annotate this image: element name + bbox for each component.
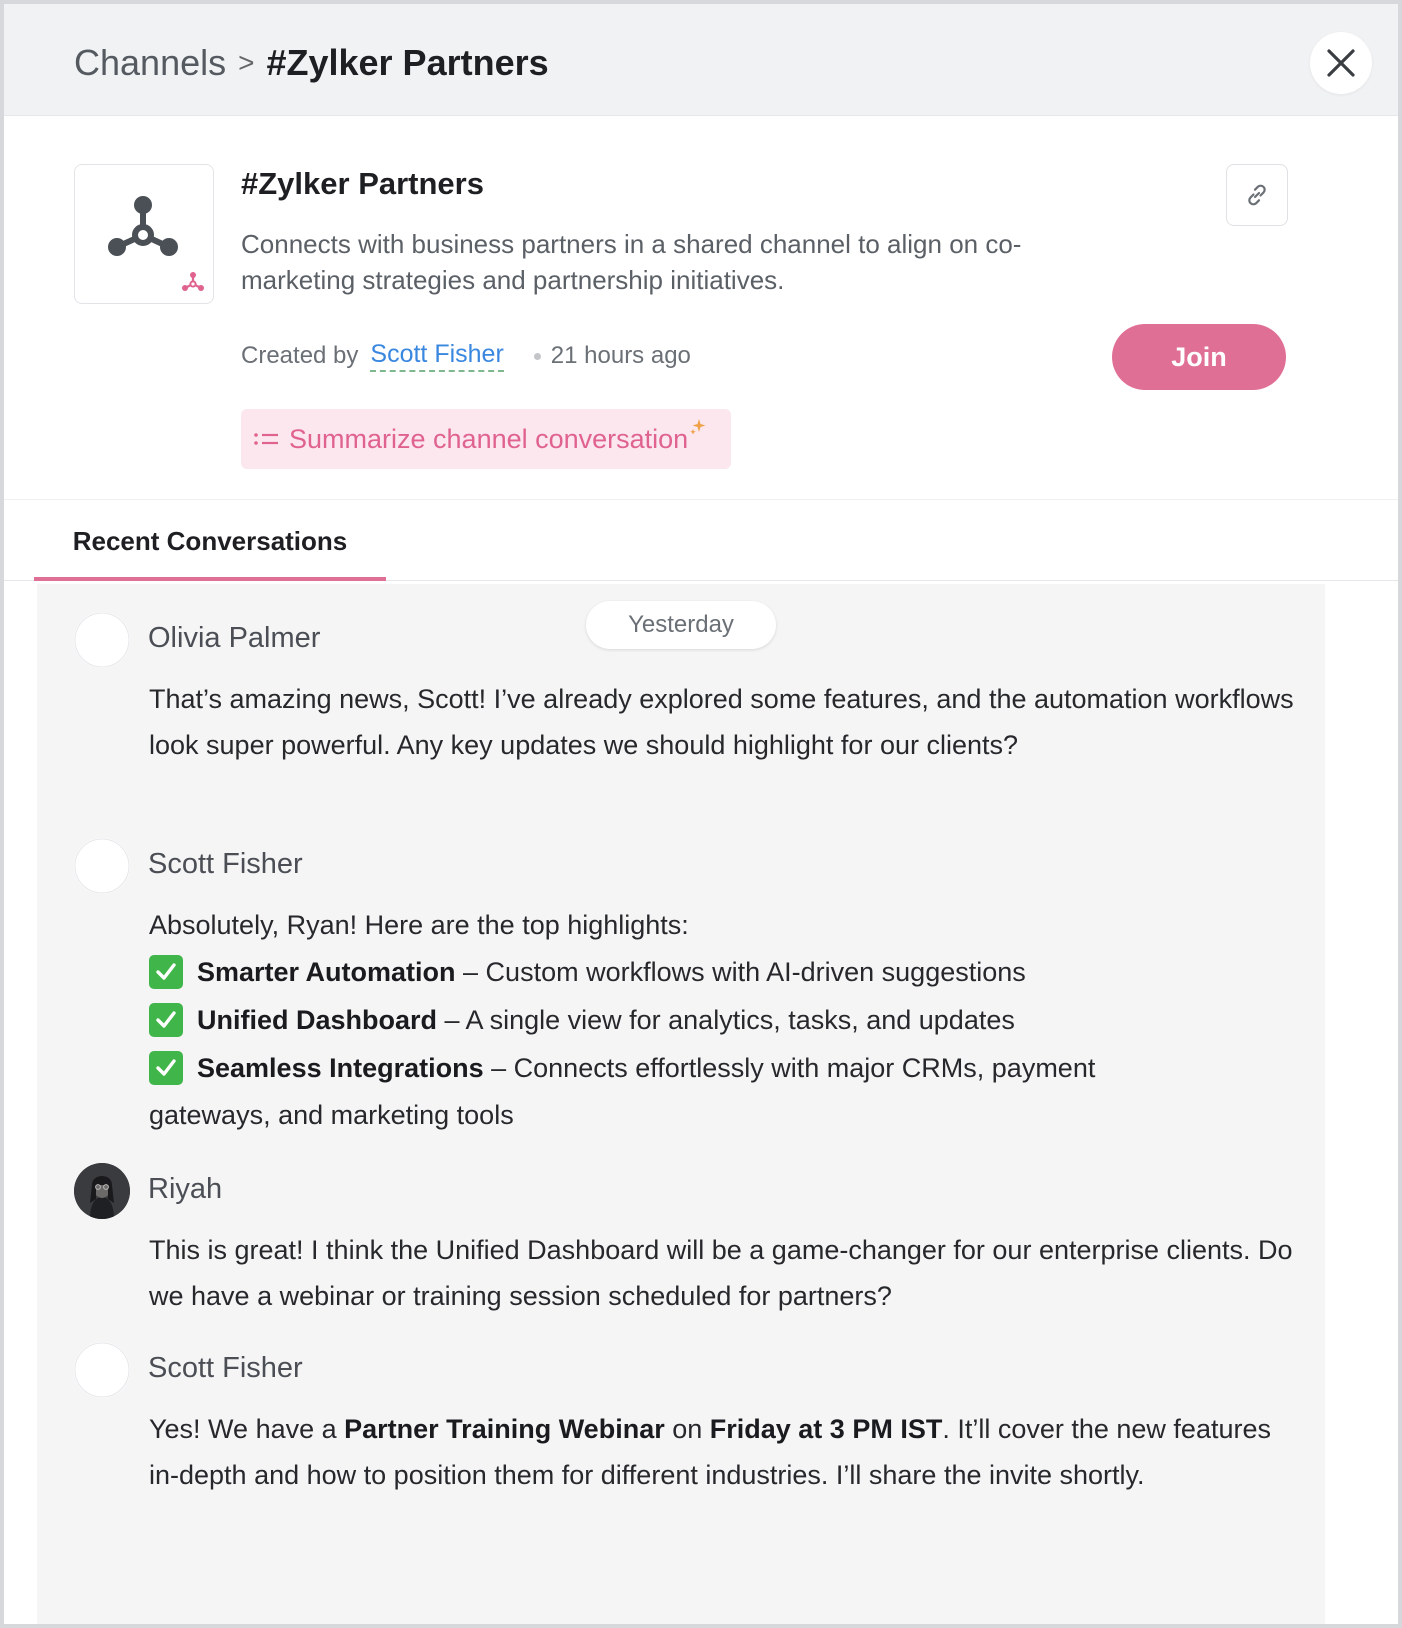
panel-header (4, 4, 1398, 116)
breadcrumb-channels[interactable]: Channels (74, 42, 227, 83)
avatar[interactable] (74, 1163, 130, 1219)
creator-link[interactable]: Scott Fisher (370, 340, 503, 372)
date-separator: Yesterday (586, 601, 776, 649)
text-segment: . It’ll cover the new features in-depth and how to position them for different industries. I’ll share the invite shortly. (149, 1414, 1271, 1490)
feature-title: Unified Dashboard (197, 1005, 438, 1035)
text-segment: Yes! We have a (149, 1414, 345, 1444)
feature-desc: – Custom workflows with AI-driven suggestions (455, 957, 1026, 987)
message-text (149, 1406, 1294, 1498)
sender-name[interactable]: Olivia Palmer (148, 622, 321, 654)
channel-title: #Zylker Partners (241, 166, 484, 201)
checkmark-icon (149, 955, 183, 989)
feature-title: Seamless Integrations (197, 1053, 484, 1083)
summarize-label: Summarize channel conversation (289, 423, 689, 454)
copy-link-button[interactable] (1226, 164, 1288, 226)
shared-badge-icon (181, 271, 205, 293)
join-button[interactable]: Join (1112, 324, 1286, 390)
message-text: That’s amazing news, Scott! I’ve already explored some features, and the automation workflows look super powerful. Any key updates we should highlight for our clients? (149, 684, 1294, 760)
message-text (149, 902, 1294, 1138)
sparkle-icon (690, 419, 706, 435)
channel-description: Connects with business partners in a shared channel to align on co-marketing strategies and partnership initiatives. (241, 229, 1022, 295)
separator-dot (534, 353, 541, 360)
default-user-icon (74, 1342, 130, 1398)
message-text: This is great! I think the Unified Dashboard will be a game-changer for our enterprise clients. Do we have a webinar or training session scheduled for partners? (149, 1235, 1293, 1311)
feature-item (149, 996, 1294, 1044)
sender-name[interactable]: Riyah (148, 1173, 223, 1205)
message-tail: gateways, and marketing tools (149, 1100, 514, 1130)
avatar[interactable] (74, 838, 130, 894)
feature-item (149, 948, 1294, 996)
default-user-icon (74, 838, 130, 894)
user-photo-icon (74, 1163, 130, 1219)
webinar-time: Friday at 3 PM IST (709, 1414, 943, 1444)
link-icon (1243, 181, 1271, 209)
text-segment: on (664, 1414, 710, 1444)
checkmark-icon (149, 1051, 183, 1085)
avatar[interactable] (74, 1342, 130, 1398)
close-icon (1326, 48, 1356, 78)
tab-recent-conversations[interactable]: Recent Conversations (72, 525, 348, 556)
webinar-name: Partner Training Webinar (344, 1414, 665, 1444)
avatar[interactable] (74, 612, 130, 668)
tab-bar (4, 499, 1398, 581)
created-time: 21 hours ago (550, 342, 691, 369)
default-user-icon (74, 612, 130, 668)
message-intro: Absolutely, Ryan! Here are the top highlights: (149, 910, 689, 940)
created-info (241, 340, 691, 372)
list-icon (253, 428, 281, 450)
feature-desc: – Connects effortlessly with major CRMs, payment (483, 1053, 1096, 1083)
channel-avatar (74, 164, 214, 304)
shared-channel-icon (105, 195, 181, 261)
sender-name[interactable]: Scott Fisher (148, 1352, 303, 1384)
summarize-button[interactable] (241, 409, 731, 469)
sender-name[interactable]: Scott Fisher (148, 848, 303, 880)
checkmark-icon (149, 1003, 183, 1037)
feature-item (149, 1044, 1294, 1092)
active-tab-indicator (34, 577, 386, 581)
breadcrumb (74, 40, 549, 86)
created-by-label: Created by (241, 342, 359, 369)
breadcrumb-separator: > (238, 47, 255, 78)
feature-title: Smarter Automation (197, 957, 456, 987)
breadcrumb-current: #Zylker Partners (266, 42, 549, 83)
close-button[interactable] (1310, 32, 1372, 94)
feature-desc: – A single view for analytics, tasks, and updates (437, 1005, 1015, 1035)
